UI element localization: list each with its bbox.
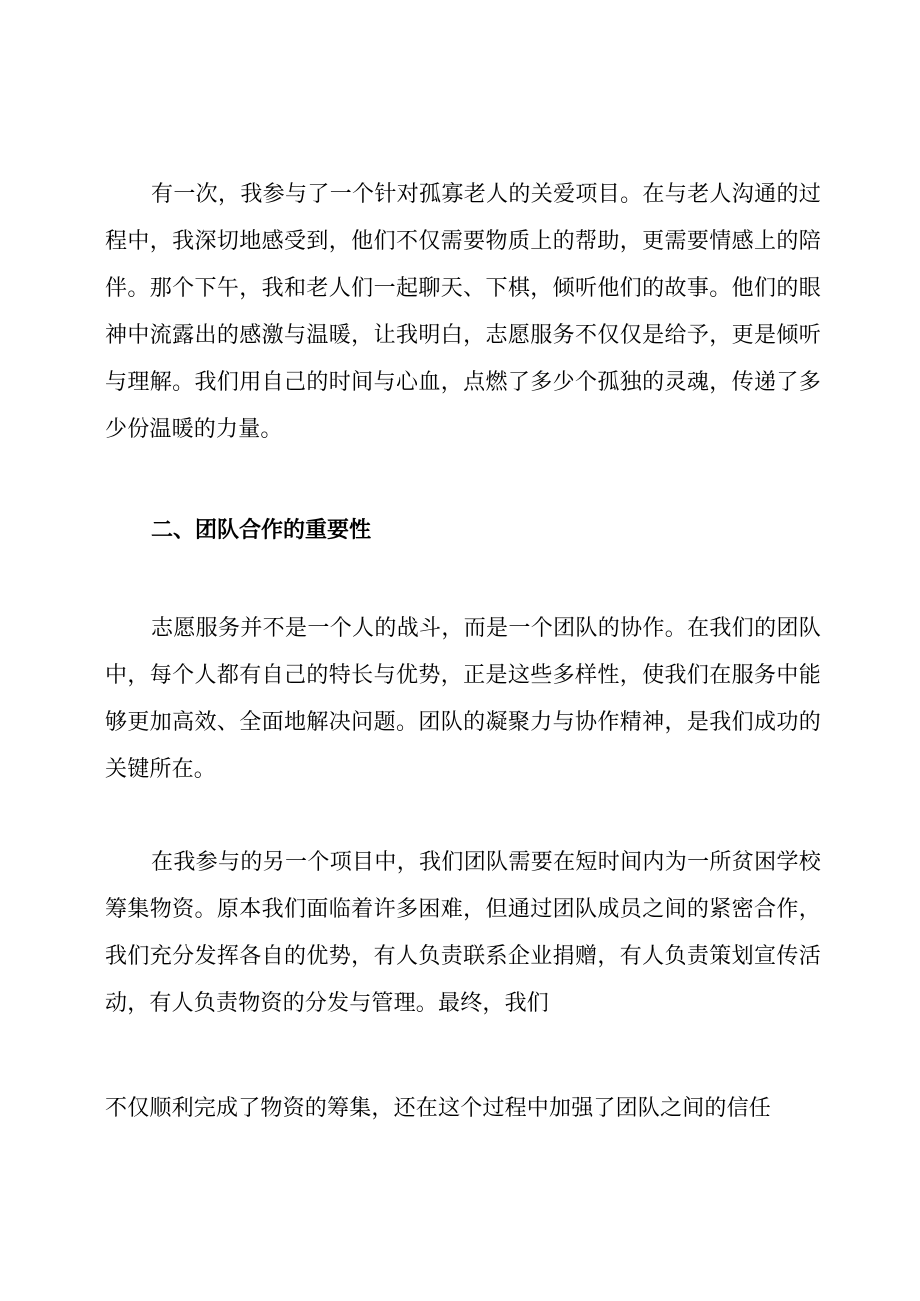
paragraph-elderly-care-project: 有一次，我参与了一个针对孤寡老人的关爱项目。在与老人沟通的过程中，我深切地感受到，他们不仅需要物质上的帮助，更需要情感上的陪伴。那个下午，我和老人们一起聊天、下棋，倾听他们的故事。他们的眼神中流露出的感激与温暖，让我明白，志愿服务不仅仅是给予，更是倾听与理解。我们用自己的时间与心血，点燃了多少个孤独的灵魂，传递了多少份温暖的力量。	[105, 182, 821, 442]
paragraph-continuation: 不仅顺利完成了物资的筹集，还在这个过程中加强了团队之间的信任	[105, 1096, 772, 1121]
paragraph-school-supplies-project: 在我参与的另一个项目中，我们团队需要在短时间内为一所贫困学校筹集物资。原本我们面临着许多困难，但通过团队成员之间的紧密合作，我们充分发挥各自的优势，有人负责联系企业捐赠，有人负责策划宣传活动，有人负责物资的分发与管理。最终，我们	[105, 850, 821, 1016]
section-heading-teamwork: 二、团队合作的重要性	[151, 518, 372, 543]
paragraph-teamwork-intro: 志愿服务并不是一个人的战斗，而是一个团队的协作。在我们的团队中，每个人都有自己的特长与优势，正是这些多样性，使我们在服务中能够更加高效、全面地解决问题。团队的凝聚力与协作精神，是我们成功的关键所在。	[105, 616, 821, 782]
